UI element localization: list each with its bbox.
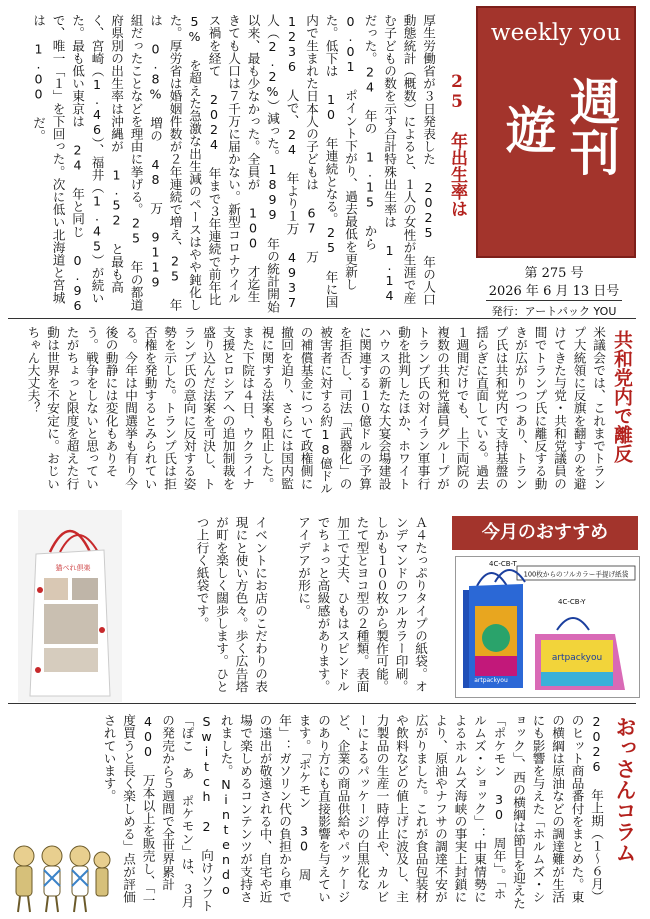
row-divider-1 <box>8 318 636 319</box>
tag-right: 4C-CB-Y <box>558 598 586 606</box>
mascot-3 <box>70 846 90 912</box>
bag-product-diagram <box>455 556 640 698</box>
mascot-figures <box>8 836 112 916</box>
photo-bag-picture-1 <box>44 578 68 600</box>
left-bag-art-strip <box>475 656 517 676</box>
mascot-2 <box>42 846 62 912</box>
article2-headline: 共和党内で離反 <box>611 330 633 463</box>
bag-photo <box>18 510 122 702</box>
photo-bag-dot-3 <box>35 667 41 673</box>
photo-bag-picture-4 <box>44 648 98 672</box>
article1-body <box>0 14 438 314</box>
right-bag-logo: artpackyou <box>551 653 603 663</box>
diagram-label: 100枚からのフルカラー手提げ紙袋 <box>523 570 629 579</box>
article1-text: 厚生労働省が３日発表した 2025 年の人口動態統計（概数）によると、１人の女性が生涯で産む子どもの数を示す合計特殊出生率は 1.14 だった。24 年の 1.15 から 0.01 ポイント下がり、過去最低を更新した。低下は 10 年連続となる。25 年に国内で生まれた日本人の子どもは 67 万 1236 人で、24 年より１万 4937 人（2.2%）減った。1899 年の統計開始以来、最も少なかった。全員が 100 才迄生きても人口は７千万に届かない。新型コロナウイルス禍を経て 2024 年まで３年連続で前年比 5% を超えた急激な出生減のペースはやや鈍化した。厚労省は婚姻件数が２年連続で増え、25 年は 0.8% 増の 48 万 9119 組だったことなどを理由に挙げる。25 年の都道府県別の出生率は沖縄が 1.52 と最も高く、宮崎（1.46）、福井（1.45）が続いた。最も低い東京は 24 年と同じ 0.96 で、唯一「１」を下回った。次に低い北海道と宮城は 1.00 だ。 <box>31 14 436 313</box>
masthead-kanji-shukan: 週刊 <box>562 76 621 176</box>
column-text: 2026 年上期（１〜６月）のヒット商品番付をまとめた。東の横綱は原油などの調達難が生活にも影響を与えた「ホルムズ・ショック」、西の横綱は節目を迎えた「ポケモン 30 周年」。「ホルムズ・ショック」：中東情勢によるホルムズ海峡の事実上封鎖により、原油やナフサの調達不安が広がりました。これが食品包装材や飲料などの値上げに波及し、主力製品の生産一時停止や、カルビーによるパッケージの白黒化など、企業の商品供給やパッケージのあり方にも直接影響を与えています。「ポケモン 30 周年」：ガソリン代の負担から車での遠出が敬遠される中、自宅や近場で楽しめるコンテンツが支持されました。Nintendo Switch 2 向けソフト「ぽこ あ ポケモン」は、３月の発売から５週間で全世界累計 400 万本以上を販売し、「一度買うと長く楽しめる」点が評価されています。 <box>101 714 604 912</box>
photo-bag-dot-2 <box>99 627 105 633</box>
tag-left: 4C-CB-T <box>489 560 517 568</box>
photo-bag-dot-1 <box>37 587 43 593</box>
recommend-col2 <box>132 516 270 696</box>
masthead-box <box>476 6 636 258</box>
article1-headline: 25 年出生率は <box>447 72 467 217</box>
photo-bag-picture-2 <box>72 578 98 600</box>
photo-bag-picture-3 <box>44 604 98 644</box>
recommend-col1 <box>270 516 430 696</box>
recommend-col1-text: Ａ４たっぷりタイプの紙袋。オンデマンドのフルカラー印刷。しかも１００枚から製作可能。たて型とヨコ型の２種類。表面加工で丈夫、ひもはスピンドルでちょっと高級感があります。アイデアが形に。 <box>296 516 428 693</box>
column-headline: おっさんコラム <box>613 716 638 863</box>
issue-date: 2026 年 6 月 13 日号 <box>488 284 620 299</box>
left-bag-art-circle <box>482 624 510 652</box>
issue-number: 第 275 号 <box>524 266 584 281</box>
publisher: 発行：アートパック YOU <box>491 305 617 318</box>
masthead-divider <box>486 300 622 301</box>
article2-text: 米議会では、これまでトランプ大統領に反旗を翻すのを避けてきた与党・共和党議員の間でトランプ氏に離反する動きが広がりつつあり、トランプ氏は共和党内で支持基盤の揺らぎに直面している。過去１週間だけでも、上下両院の複数の共和党議員グループがトランプ氏の対イラン軍事行動を批判したほか、ホワイトハウスの新たな大宴会場建設に関連する１０億ドルの予算を拒否し、司法「武器化」の被害者に対する約18億ドルの補償基金について政権側に撤回を迫り、さらには国内監視に関する法案も阻止した。また下院は４日、ウクライナ支援とロシアへの追加制裁を盛り込んだ法案を可決し、トランプ氏の意向に反対する姿勢を示した。トランプ氏は拒否権を発動するとみられている。今年は中間選挙も有り今後の動静には変化もありそう。戦争をしないと思っていたがちょっと限度を超えた行動は世界を不安定に。おじいちゃん大丈夫？ <box>25 326 606 495</box>
mascot-4 <box>94 852 110 896</box>
masthead-english: weekly you <box>490 20 622 46</box>
photo-bag-text: 猫ぺれ倶楽 <box>55 564 91 572</box>
left-bag-logo: artpackyou <box>474 677 508 684</box>
recommend-col2-text: イベントにお店のこだわりの表現にと使い方色々。歩く広告塔が町を楽しく闊歩します。ひとつ上行く紙袋です。 <box>194 516 268 693</box>
row-divider-2 <box>8 703 636 704</box>
article2-body <box>8 326 608 502</box>
recommend-title-bar: 今月のおすすめ <box>452 516 638 550</box>
mascot-1 <box>14 846 34 912</box>
right-bag-art-2 <box>541 672 613 686</box>
masthead-kanji-yu: 遊 <box>498 104 557 154</box>
